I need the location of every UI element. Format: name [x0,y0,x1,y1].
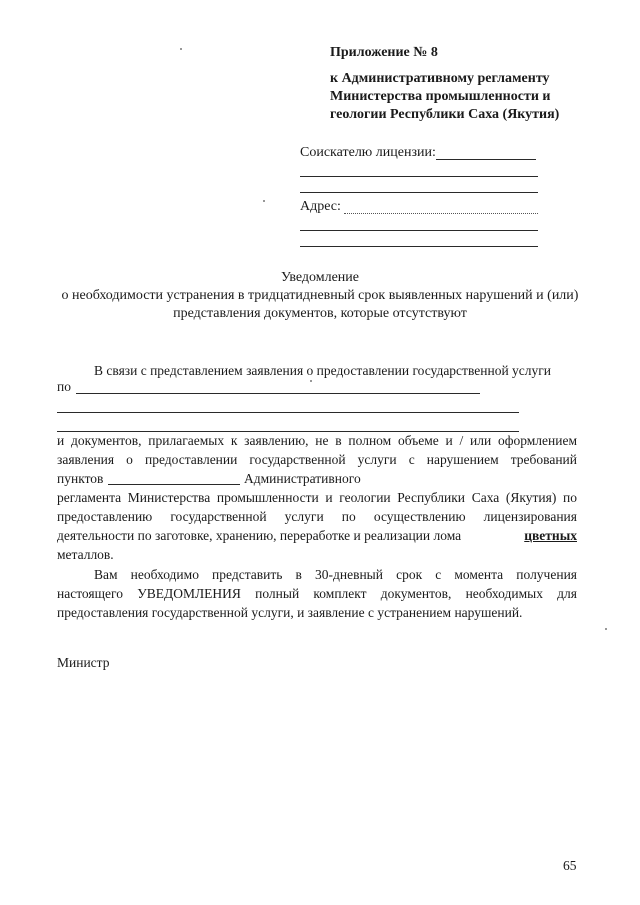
address-line-2 [300,230,538,231]
body-para2-line-2: настоящего УВЕДОМЛЕНИЯ полный комплект документов, необходимых для [57,586,577,601]
appendix-number: Приложение № 8 [330,45,438,60]
body-administrativnogo: Административного [244,471,361,486]
body-line-d: предоставлению государственной услуги по осуществлению лицензирования [57,509,577,524]
body-blank-line-2 [57,412,519,413]
body-po: по [57,379,71,394]
appendix-line-3: геологии Республики Саха (Якутия) [330,107,560,122]
scan-speck [263,200,265,202]
scan-speck [310,380,312,382]
body-line-e [57,527,577,545]
scan-speck [605,628,607,630]
body-line-a: и документов, прилагаемых к заявлению, не в полном объеме и / или оформлением [57,433,577,448]
applicant-blank-line [436,159,536,160]
address-line-3 [300,246,538,247]
body-line-c: регламента Министерства промышленности и геологии Республики Саха (Якутия) по [57,490,577,505]
notice-subtitle-line-2: представления документов, которые отсутствуют [173,306,467,321]
appendix-line-2: Министерства промышленности и [330,89,551,104]
body-blank-line-1 [76,393,480,394]
body-line-b: заявления о предоставлении государственной услуги с нарушением требований [57,452,577,467]
address-label: Адрес: [300,199,341,214]
body-para2-line-3: предоставления государственной услуги, и заявление с устранением нарушений. [57,605,523,620]
body-para2-line-1: Вам необходимо представить в 30-дневный срок с момента получения [94,567,577,582]
scan-speck [180,48,182,50]
body-punkty-blank-line [108,484,240,485]
minister-label: Министр [57,655,110,670]
body-punktov: пунктов [57,471,104,486]
appendix-line-1: к Административному регламенту [330,71,550,86]
notice-heading: Уведомление [280,270,359,285]
applicant-label: Соискателю лицензии: [300,145,436,160]
page-number: 65 [563,858,577,873]
notice-subtitle-line-1: о необходимости устранения в тридцатидневный срок выявленных нарушений и (или) [61,288,579,303]
applicant-line-3 [300,192,538,193]
address-blank-line [344,213,538,214]
applicant-line-2 [300,176,538,177]
body-line-f: металлов. [57,547,114,562]
body-line-e-text: деятельности по заготовке, хранению, переработке и реализации лома [57,528,462,543]
body-intro: В связи с представлением заявления о предоставлении государственной услуги [94,363,552,378]
body-line-e-emphasis: цветных [524,528,577,543]
